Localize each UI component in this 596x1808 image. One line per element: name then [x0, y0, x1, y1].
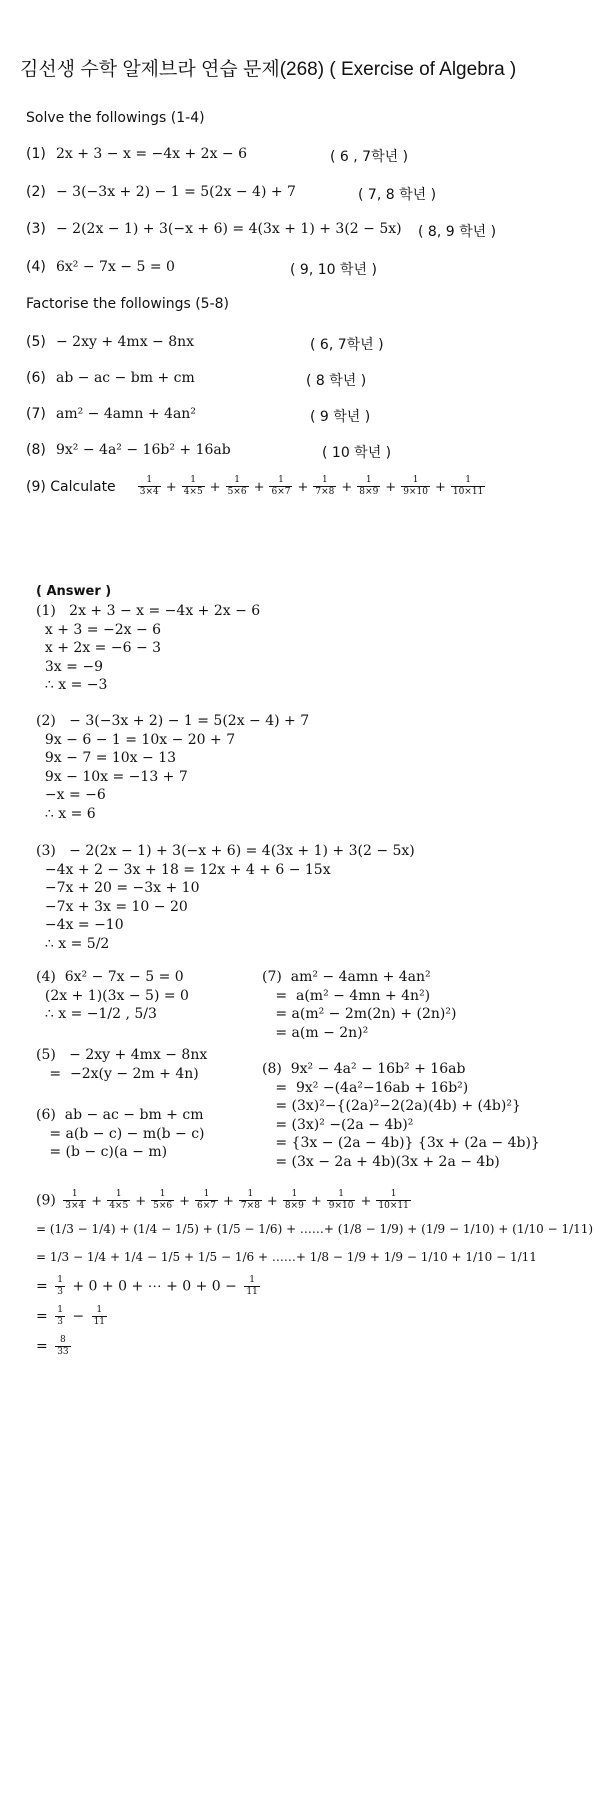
problem-expression: ab − ac − bm + cm: [56, 370, 195, 386]
fraction-term: $\frac{1}{6\times 7}$: [197, 1189, 217, 1211]
fraction-term: $\frac{1}{6\times 7}$: [271, 475, 291, 497]
answer-9-line-1: [36, 1190, 414, 1211]
problem-number: (6): [26, 370, 46, 386]
plus-sign: +: [223, 1193, 234, 1209]
answer-heading: ( Answer ): [36, 584, 112, 599]
answer-line: = a(m² − 2m(2n) + (2n)²): [262, 1006, 457, 1022]
answer-line: −7x + 3x = 10 − 20: [36, 898, 188, 915]
answer-line: ∴ x = −1/2 , 5/3: [36, 1006, 157, 1022]
answer-line: (2) − 3(−3x + 2) − 1 = 5(2x − 4) + 7: [36, 713, 310, 729]
fraction-term: $\frac{1}{9\times 10}$: [328, 1189, 354, 1211]
problem-number: (5): [26, 334, 46, 350]
plus-sign: +: [91, 1193, 103, 1209]
problem-number: (2): [26, 184, 46, 200]
answer-9-result: [36, 1336, 74, 1357]
answer-1: [36, 602, 260, 695]
plus-sign: +: [266, 1193, 278, 1209]
answer-line: x + 2x = −6 − 3: [36, 640, 162, 656]
answer-4: [36, 968, 189, 1024]
fraction-one-third: $\frac{1}{3}$: [57, 1275, 63, 1297]
fraction-one-third: $\frac{1}{3}$: [57, 1305, 63, 1327]
plus-sign: +: [253, 480, 265, 495]
answer-line: = (3x)²−{(2a)²−2(2a)(4b) + (4b)²}: [262, 1098, 521, 1114]
problem-2: [26, 184, 296, 200]
answer-line: = (b − c)(a − m): [36, 1144, 168, 1160]
problem-5: [26, 334, 194, 350]
grade-label: ( 6 , 7학년 ): [330, 149, 409, 165]
answer-line: (4) 6x² − 7x − 5 = 0: [36, 969, 184, 985]
fraction-one-eleventh: $\frac{1}{11}$: [93, 1305, 106, 1327]
grade-label: ( 9 학년 ): [310, 409, 371, 425]
calc-series: [135, 476, 489, 495]
answer-line: −4x = −10: [36, 917, 124, 933]
equals-sign: =: [36, 1278, 53, 1295]
answer-9-label: (9): [36, 1192, 56, 1209]
answer-7: [262, 968, 456, 1042]
calc-label: (9) Calculate: [26, 479, 116, 495]
fraction-term: $\frac{1}{9\times 10}$: [403, 475, 428, 497]
plus-sign: +: [434, 480, 446, 495]
answer-9-series: [60, 1189, 414, 1211]
answer-line: ∴ x = 5/2: [36, 935, 110, 952]
solve-heading: Solve the followings (1-4): [26, 110, 205, 126]
fraction-term: $\frac{1}{4\times 5}$: [109, 1189, 129, 1211]
answer-line: = (3x)² −(2a − 4b)²: [262, 1116, 414, 1133]
plus-sign: +: [209, 480, 221, 495]
grade-label: ( 9, 10 학년 ): [290, 262, 377, 278]
answer-line: −4x + 2 − 3x + 18 = 12x + 4 + 6 − 15x: [36, 861, 331, 878]
answer-line: (2x + 1)(3x − 5) = 0: [36, 987, 189, 1004]
answer-line: ∴ x = −3: [36, 677, 108, 693]
answer-line: (6) ab − ac − bm + cm: [36, 1107, 204, 1123]
answer-line: = a(m − 2n)²: [262, 1024, 369, 1041]
problem-4: [26, 259, 175, 275]
zero-terms: + 0 + 0 + ⋯ + 0 + 0 −: [67, 1278, 242, 1295]
answer-line: (5) − 2xy + 4mx − 8nx: [36, 1047, 208, 1063]
answer-line: (8) 9x² − 4a² − 16b² + 16ab: [262, 1061, 466, 1077]
fraction-term: $\frac{1}{10\times 11}$: [452, 475, 484, 497]
problem-expression: 2x + 3 − x = −4x + 2x − 6: [56, 146, 248, 162]
problem-number: (3): [26, 221, 46, 237]
problem-number: (8): [26, 442, 46, 458]
answer-line: ∴ x = 6: [36, 805, 96, 822]
problem-number: (4): [26, 259, 46, 275]
answer-line: = 9x² −(4a²−16ab + 16b²): [262, 1079, 469, 1096]
answer-line: = (3x − 2a + 4b)(3x + 2a − 4b): [262, 1153, 500, 1170]
answer-line: x + 3 = −2x − 6: [36, 621, 162, 638]
answer-line: (1) 2x + 3 − x = −4x + 2x − 6: [36, 603, 261, 619]
problem-expression: 6x² − 7x − 5 = 0: [56, 259, 175, 275]
fraction-term: $\frac{1}{4\times 5}$: [183, 475, 203, 497]
plus-sign: +: [310, 1193, 322, 1209]
answer-9-line-2: = (1/3 − 1/4) + (1/4 − 1/5) + (1/5 − 1/6) + ……+ (1/8 − 1/9) + (1/9 − 1/10) + (1/10 − 1/11): [36, 1222, 594, 1236]
problem-expression: − 3(−3x + 2) − 1 = 5(2x − 4) + 7: [56, 184, 296, 200]
plus-sign: +: [165, 480, 177, 495]
answer-line: 9x − 10x = −13 + 7: [36, 768, 188, 785]
problem-expression: 9x² − 4a² − 16b² + 16ab: [56, 442, 231, 458]
problem-expression: am² − 4amn + 4an²: [56, 406, 196, 422]
problem-8: [26, 442, 231, 458]
answer-line: = a(b − c) − m(b − c): [36, 1125, 205, 1142]
answer-line: = {3x − (2a − 4b)} {3x + (2a − 4b)}: [262, 1135, 540, 1151]
plus-sign: +: [385, 480, 397, 495]
answer-9-line-3: = 1/3 − 1/4 + 1/4 − 1/5 + 1/5 − 1/6 + ……+ 1/8 − 1/9 + 1/9 − 1/10 + 1/10 − 1/11: [36, 1250, 537, 1264]
answer-6: [36, 1106, 205, 1162]
page-title: 김선생 수학 알제브라 연습 문제(268) ( Exercise of Algebra ): [20, 59, 517, 80]
grade-label: ( 8 학년 ): [306, 373, 367, 389]
answer-9-line-5: = $\frac{1}{3}$ − $\frac{1}{11}$: [36, 1305, 106, 1327]
fraction-term: $\frac{1}{5\times 6}$: [227, 475, 247, 497]
problem-3: [26, 221, 402, 237]
answer-3: [36, 842, 415, 953]
problem-expression: − 2(2x − 1) + 3(−x + 6) = 4(3x + 1) + 3(2 − 5x): [56, 221, 402, 237]
grade-label: ( 7, 8 학년 ): [358, 187, 437, 203]
answer-2: [36, 712, 309, 823]
problem-number: (7): [26, 406, 46, 422]
problem-expression: − 2xy + 4mx − 8nx: [56, 334, 195, 350]
problem-7: [26, 406, 196, 422]
grade-label: ( 8, 9 학년 ): [418, 224, 497, 240]
answer-8: [262, 1060, 540, 1171]
fraction-term: $\frac{1}{3\times 4}$: [65, 1189, 85, 1211]
problem-1: [26, 146, 247, 162]
plus-sign: +: [341, 480, 353, 495]
fraction-term: $\frac{1}{5\times 6}$: [153, 1189, 173, 1211]
fraction-term: $\frac{1}{7\times 8}$: [240, 1189, 260, 1211]
answer-line: 9x − 7 = 10x − 13: [36, 750, 177, 766]
answer-line: −x = −6: [36, 787, 106, 803]
problem-6: [26, 370, 195, 386]
plus-sign: +: [360, 1193, 372, 1209]
fraction-term: $\frac{1}{8\times 9}$: [284, 1189, 304, 1211]
problem-number: (1): [26, 146, 46, 162]
grade-label: ( 6, 7학년 ): [310, 337, 384, 353]
answer-line: (3) − 2(2x − 1) + 3(−x + 6) = 4(3x + 1) + 3(2 − 5x): [36, 843, 415, 859]
answer-line: = a(m² − 4mn + 4n²): [262, 987, 431, 1004]
answer-5: [36, 1046, 207, 1083]
fraction-eight-thirty-thirds: $\frac{8}{33}$: [57, 1335, 69, 1357]
answer-9-line-4: [36, 1276, 263, 1297]
plus-sign: +: [135, 1193, 147, 1209]
fraction-term: $\frac{1}{8\times 9}$: [359, 475, 379, 497]
fraction-term: $\frac{1}{7\times 8}$: [315, 475, 335, 497]
plus-sign: +: [179, 1193, 191, 1209]
answer-line: −7x + 20 = −3x + 10: [36, 880, 200, 896]
grade-label: ( 10 학년 ): [322, 445, 392, 461]
answer-line: 3x = −9: [36, 658, 103, 675]
equals-sign: =: [36, 1308, 53, 1325]
plus-sign: +: [297, 480, 309, 495]
answer-line: = −2x(y − 2m + 4n): [36, 1065, 199, 1082]
fraction-term: $\frac{1}{10\times 11}$: [378, 1189, 409, 1211]
fraction-one-eleventh: $\frac{1}{11}$: [246, 1275, 258, 1297]
problem-9: [26, 476, 488, 497]
answer-line: (7) am² − 4amn + 4an²: [262, 969, 431, 985]
equals-sign: =: [36, 1338, 53, 1355]
fraction-term: $\frac{1}{3\times 4}$: [139, 475, 159, 497]
answer-line: 9x − 6 − 1 = 10x − 20 + 7: [36, 731, 236, 748]
factor-heading: Factorise the followings (5-8): [26, 296, 229, 312]
